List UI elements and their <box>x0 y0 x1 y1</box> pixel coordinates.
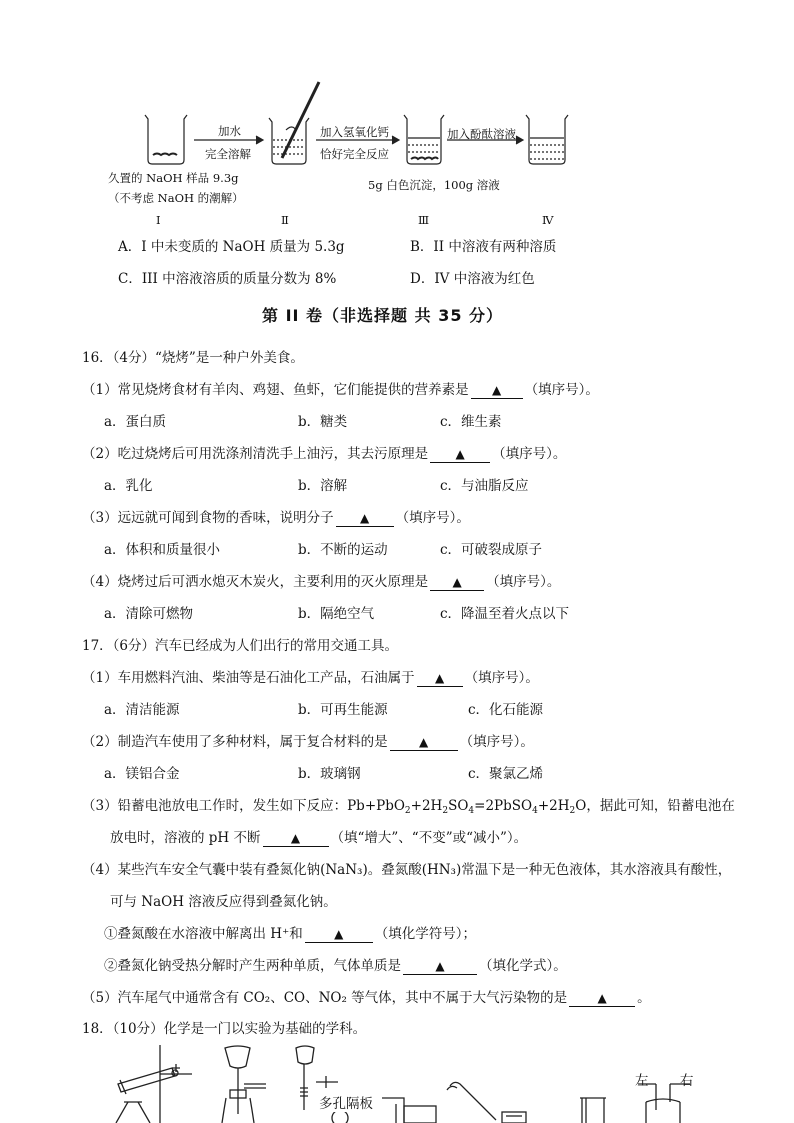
q17-p5-text: （5）汽车尾气中通常含有 CO₂、CO、NO₂ 等气体，其中不属于大气污染物的是 <box>82 990 568 1006</box>
q16-p4-suffix: （填序号）。 <box>486 574 561 590</box>
beaker-1 <box>145 115 187 164</box>
q17-p2-a: a．镁铝合金 <box>104 766 180 782</box>
blank-marker: ▲ <box>455 447 465 461</box>
blank-marker: ▲ <box>334 927 344 941</box>
q17-p2-suffix: （填序号）。 <box>459 734 534 750</box>
label-III: Ⅲ <box>418 213 430 227</box>
blank-marker: ▲ <box>359 511 370 525</box>
q17-p3-line2 <box>110 826 527 847</box>
q17-p5-blank[interactable] <box>569 991 635 1007</box>
q17-p1-blank[interactable] <box>417 671 463 687</box>
q17-p2-b: b．玻璃钢 <box>298 766 361 782</box>
q17-p4-q1-blank[interactable] <box>305 927 373 943</box>
q16-p4 <box>82 570 560 591</box>
q16-p2-a: a．乳化 <box>104 478 153 494</box>
q17-p4-q2 <box>104 954 567 975</box>
q16-p3-blank[interactable] <box>336 511 394 527</box>
q17-p4-line1: （4）某些汽车安全气囊中装有叠氮化钠(NaN₃)。叠氮酸(HN₃)常温下是一种无色液体，其水溶液具有酸性， <box>82 862 732 878</box>
apparatus-e <box>447 1082 526 1123</box>
q17-p4-q2-blank[interactable] <box>403 959 477 975</box>
q16-stem: 16．（4分）“烧烤”是一种户外美食。 <box>82 350 304 366</box>
q17-p4-q2-text: ②叠氮化钠受热分解时产生两种单质，气体单质是 <box>104 958 401 974</box>
q17-p1-c: c．化石能源 <box>468 702 544 718</box>
q17-p1 <box>82 666 539 687</box>
q17-p5 <box>82 986 651 1007</box>
q16-p2 <box>82 442 566 463</box>
q15-option-d: D．IV 中溶液为红色 <box>410 271 535 287</box>
precipitate-label: 5g 白色沉淀，100g 溶液 <box>368 178 500 192</box>
q16-p3 <box>82 506 470 527</box>
q16-p1 <box>82 378 599 399</box>
q17-p3-suffix: ，据此可知，铅蓄电池在 <box>586 798 735 814</box>
q16-p4-blank[interactable] <box>430 575 484 591</box>
q17-p1-b: b．可再生能源 <box>298 702 388 718</box>
sample-label-1: 久置的 NaOH 样品 9.3g <box>108 171 239 185</box>
step2-bottom-label: 恰好完全反应 <box>320 147 389 161</box>
q17-p2-text: （2）制造汽车使用了多种材料，属于复合材料的是 <box>82 734 388 750</box>
apparatus-d <box>382 1098 436 1123</box>
blank-marker: ▲ <box>435 959 445 973</box>
q16-p3-a: a．体积和质量很小 <box>104 542 221 558</box>
blank-marker: ▲ <box>290 831 301 845</box>
lab-apparatus-figure <box>0 1040 794 1123</box>
section-title: 第 II 卷（非选择题 共 35 分） <box>262 306 504 325</box>
beaker-2 <box>269 82 319 164</box>
q16-p1-text: （1）常见烧烤食材有羊肉、鸡翅、鱼虾，它们能提供的营养素是 <box>82 382 469 398</box>
label-I: I <box>156 213 161 227</box>
q16-p1-a: a．蛋白质 <box>104 414 167 430</box>
q17-p2-c: c．聚氯乙烯 <box>468 766 544 782</box>
q16-p1-c: c．维生素 <box>440 414 502 430</box>
left-label: 左 <box>635 1073 649 1089</box>
q17-p1-suffix: （填序号）。 <box>464 670 539 686</box>
label-II: Ⅱ <box>281 213 289 227</box>
q16-p2-c: c．与油脂反应 <box>440 478 529 494</box>
q17-p4-line2: 可与 NaOH 溶液反应得到叠氮化钠。 <box>110 894 337 910</box>
q17-p4-q2-suffix: （填化学式）。 <box>479 958 567 974</box>
q16-p3-b: b．不断的运动 <box>298 542 388 558</box>
q15-option-b: B．II 中溶液有两种溶质 <box>410 239 557 255</box>
q17-p4-q1-suffix: （填化学符号）； <box>374 926 476 942</box>
q16-p1-suffix: （填序号）。 <box>524 382 599 398</box>
q16-p4-b: b．隔绝空气 <box>298 606 375 622</box>
q17-stem: 17．（6分）汽车已经成为人们出行的常用交通工具。 <box>82 638 399 654</box>
blank-marker: ▲ <box>418 735 429 749</box>
q17-p3-line2-text: 放电时，溶液的 pH 不断 <box>110 830 261 846</box>
q17-p4-q1-text: ①叠氮酸在水溶液中解离出 H⁺和 <box>104 926 303 942</box>
q16-p2-blank[interactable] <box>430 447 490 463</box>
q16-p4-c: c．降温至着火点以下 <box>440 606 570 622</box>
right-label: 右 <box>680 1073 694 1089</box>
label-IV: Ⅳ <box>542 213 554 227</box>
q17-p2 <box>82 730 534 751</box>
step1-top-label: 加水 <box>218 124 241 138</box>
beaker-3 <box>404 115 444 164</box>
blank-marker: ▲ <box>597 991 607 1005</box>
apparatus-f <box>580 1098 606 1123</box>
apparatus-a <box>116 1045 192 1123</box>
step1-bottom-label: 完全溶解 <box>205 147 251 161</box>
q17-p3-line2-suffix: （填“增大”、“不变”或“减小”）。 <box>330 830 528 846</box>
q17-p3-line1: （3）铅蓄电池放电工作时，发生如下反应：$Pb+PbO_2+2H_2SO_4=2PbSO_4+2H_2O$，据此可知，铅蓄电池在 <box>82 798 735 816</box>
porous-plate-label: 多孔隔板 <box>318 1092 374 1112</box>
apparatus-b <box>222 1046 266 1123</box>
q16-p1-b: b．糖类 <box>298 414 348 430</box>
sample-label-2: （不考虑 NaOH 的潮解） <box>108 191 244 205</box>
q18-stem: 18．（10分）化学是一门以实验为基础的学科。 <box>82 1021 367 1037</box>
q15-option-c: C．III 中溶液溶质的质量分数为 8% <box>118 271 337 287</box>
q17-p5-suffix: 。 <box>637 990 651 1006</box>
q17-p1-text: （1）车用燃料汽油、柴油等是石油化工产品，石油属于 <box>82 670 415 686</box>
q16-p2-b: b．溶解 <box>298 478 348 494</box>
blank-marker: ▲ <box>491 383 502 397</box>
apparatus-g <box>638 1084 690 1123</box>
blank-marker: ▲ <box>434 671 445 685</box>
q17-p1-a: a．清洁能源 <box>104 702 180 718</box>
q17-p3-blank[interactable] <box>263 831 329 847</box>
step3-top-label: 加入酚酞溶液 <box>447 127 516 141</box>
q15-option-a: A．I 中未变质的 NaOH 质量为 5.3g <box>118 239 345 255</box>
q16-p1-blank[interactable] <box>471 383 523 399</box>
q16-p2-suffix: （填序号）。 <box>492 446 567 462</box>
q17-p3-text: （3）铅蓄电池放电工作时，发生如下反应：Pb+PbO <box>82 798 405 814</box>
q16-p3-text: （3）远远就可闻到食物的香味，说明分子 <box>82 510 334 526</box>
beaker-4 <box>526 115 568 164</box>
q17-p4-q1 <box>104 922 476 943</box>
q17-p2-blank[interactable] <box>390 735 458 751</box>
q16-p4-a: a．清除可燃物 <box>104 606 194 622</box>
step2-top-label: 加入氢氧化钙 <box>320 125 389 139</box>
q16-p2-text: （2）吃过烧烤后可用洗涤剂清洗手上油污，其去污原理是 <box>82 446 429 462</box>
blank-marker: ▲ <box>452 575 462 589</box>
q16-p3-suffix: （填序号）。 <box>395 510 470 526</box>
q16-p3-c: c．可破裂成原子 <box>440 542 543 558</box>
q16-p4-text: （4）烧烤过后可洒水熄灭木炭火，主要利用的灭火原理是 <box>82 574 429 590</box>
